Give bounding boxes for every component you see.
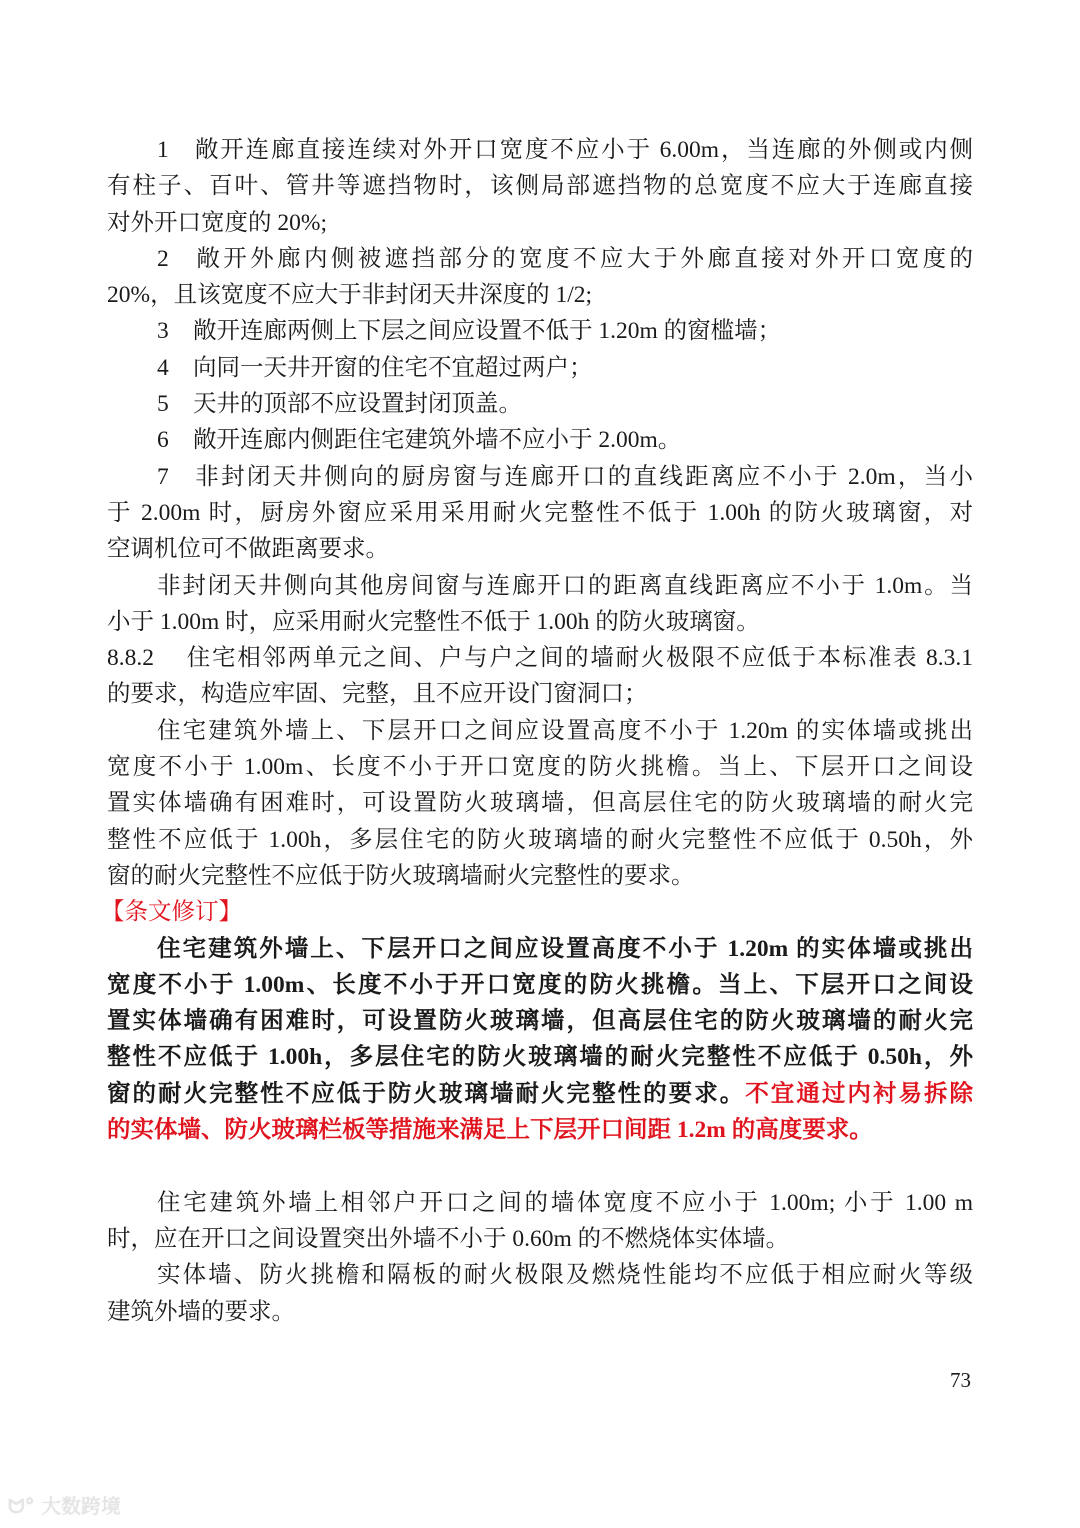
text-segment: 窗的耐火完整性不应低于防火玻璃墙耐火完整性的要求。 [107, 1080, 746, 1107]
text-line: 窗的耐火完整性不应低于防火玻璃墙耐火完整性的要求。 [107, 862, 695, 889]
text-line: 整性不应低于 1.00h，多层住宅的防火玻璃墙的耐火完整性不应低于 0.50h，外 [107, 826, 973, 853]
paragraph-original [107, 713, 973, 894]
text-line: 小于 1.00m 时，应采用耐火完整性不低于 1.00h 的防火玻璃窗。 [107, 608, 760, 635]
text-line: 宽度不小于 1.00m、长度不小于开口宽度的防火挑檐。当上、下层开口之间设 [107, 971, 973, 998]
paragraph-fire-rating [107, 1257, 973, 1330]
text-line: 20%，且该宽度不应大于非封闭天井深度的 1/2; [107, 282, 593, 309]
text-line: 置实体墙确有困难时，可设置防火玻璃墙，但高层住宅的防火玻璃墙的耐火完 [107, 1008, 973, 1035]
text-line: 住宅建筑外墙上相邻户开口之间的墙体宽度不应小于 1.00m; 小于 1.00 m [157, 1189, 973, 1216]
text-line: 敞开连廊直接连续对外开口宽度不应小于 6.00m，当连廊的外侧或内侧 [193, 137, 973, 163]
text-line: 建筑外墙的要求。 [107, 1298, 295, 1325]
item-number: 4 [157, 354, 169, 381]
text-line: 住宅建筑外墙上、下层开口之间应设置高度不小于 1.20m 的实体墙或挑出 [157, 935, 973, 962]
paragraph-revision [107, 931, 973, 1149]
text-line: 实体墙、防火挑檐和隔板的耐火极限及燃烧性能均不应低于相应耐火等级 [157, 1262, 973, 1289]
section-8-8-2 [107, 640, 973, 713]
item-4 [107, 350, 973, 386]
revision-highlight: 不宜通过内衬易拆除 [745, 1080, 974, 1107]
item-7 [107, 459, 973, 568]
item-2 [107, 241, 973, 314]
text-line: 宽度不小于 1.00m、长度不小于开口宽度的防火挑檐。当上、下层开口之间设 [107, 754, 973, 781]
item-number: 6 [157, 427, 169, 454]
text-line: 敞开外廊内侧被遮挡部分的宽度不应大于外廊直接对外开口宽度的 [193, 245, 973, 272]
item-number: 5 [157, 391, 169, 418]
section-number: 8.8.2 [107, 645, 154, 672]
paragraph-other-window [107, 568, 973, 641]
text-line: 的要求，构造应牢固、完整，且不应开设门窗洞口； [107, 681, 648, 708]
revision-highlight: 的实体墙、防火玻璃栏板等措施来满足上下层开口间距 1.2m 的高度要求。 [107, 1117, 873, 1144]
text-line: 非封闭天井侧向的厨房窗与连廊开口的直线距离应不小于 2.0m，当小 [193, 463, 973, 490]
paragraph-adjacent-openings [107, 1185, 973, 1258]
text-line: 置实体墙确有困难时，可设置防火玻璃墙，但高层住宅的防火玻璃墙的耐火完 [107, 790, 973, 817]
text-line: 敞开连廊两侧上下层之间应设置不低于 1.20m 的窗槛墙； [193, 318, 782, 345]
item-number: 7 [157, 463, 169, 490]
watermark-icon: ᗢ° [8, 1494, 41, 1518]
item-5 [107, 386, 973, 422]
item-3 [107, 313, 973, 349]
text-line: 敞开连廊内侧距住宅建筑外墙不应小于 2.00m。 [193, 427, 682, 454]
text-line: 住宅相邻两单元之间、户与户之间的墙耐火极限不应低于本标准表 8.3.1 [185, 645, 973, 672]
item-number: 2 [157, 245, 169, 272]
text-line: 时，应在开口之间设置突出外墙不小于 0.60m 的不燃烧体实体墙。 [107, 1225, 790, 1252]
item-number: 3 [157, 318, 169, 345]
item-number: 1 [157, 137, 169, 163]
text-line: 空调机位可不做距离要求。 [107, 536, 389, 563]
watermark-text: 大数跨境 [40, 1494, 121, 1518]
page-number: 73 [950, 1368, 971, 1392]
document-body [101, 132, 974, 1330]
item-6 [107, 422, 973, 458]
text-line: 对外开口宽度的 20%; [107, 209, 327, 236]
text-line: 天井的顶部不应设置封闭顶盖。 [193, 391, 522, 418]
text-line: 住宅建筑外墙上、下层开口之间应设置高度不小于 1.20m 的实体墙或挑出 [157, 717, 973, 744]
text-line: 向同一天井开窗的住宅不宜超过两户； [193, 354, 593, 381]
text-line: 整性不应低于 1.00h，多层住宅的防火玻璃墙的耐火完整性不应低于 0.50h，外 [107, 1044, 973, 1071]
revision-label: 【条文修订】 [101, 899, 242, 926]
text-line: 有柱子、百叶、管井等遮挡物时，该侧局部遮挡物的总宽度不应大于连廊直接 [107, 173, 973, 200]
watermark-logo [8, 1490, 121, 1519]
item-1 [107, 132, 973, 241]
text-line: 于 2.00m 时，厨房外窗应采用采用耐火完整性不低于 1.00h 的防火玻璃窗，对 [107, 499, 973, 526]
text-line: 非封闭天井侧向其他房间窗与连廊开口的距离直线距离应不小于 1.0m。当 [157, 572, 973, 599]
